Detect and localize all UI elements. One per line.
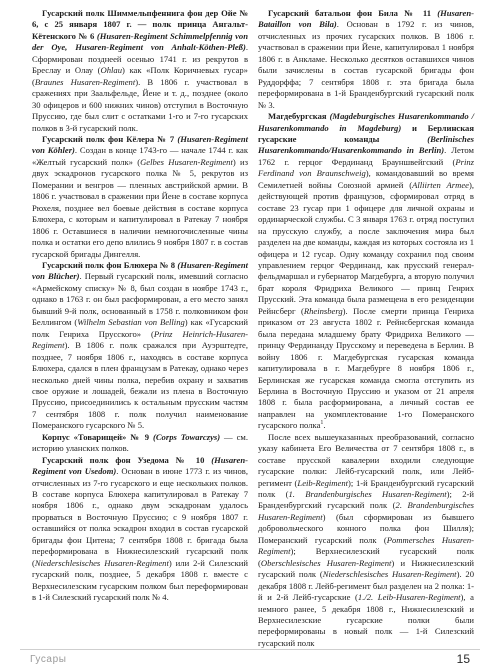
text-run: ), действующей против французов, сформировал отряд в составе 23 гусар при 1 офицере для личной охраны и ординарческой службы. С 3 января 1763 г. отряд поступил на прусскую службу, а после заключения мира был разделен на две команды, каждая из которых состояла из 1 офицера и 12 гусар. Одну команду сохранил под своим управлением герцог Фердинанд, как прусский генерал-фельдмаршал и губернатор Магдебурга, а вторую получил брат короля Фридриха Великого — принц Генрих Прусский. Эта команда была размещена в его резиденции Рейнсберг ( xyxy=(258,179,474,316)
text-run: 1. Brandenburgisches Husaren-Regiment xyxy=(288,489,447,500)
heading-run: Гусарский полк фон Узедома № 10 xyxy=(42,454,212,465)
text-run: Gelbes Husaren-Regiment xyxy=(140,156,233,167)
text-run: ) (был сформирован из бывшего добровольческого конного полка фон Шилля); Померанский гусарский полк ( xyxy=(258,511,474,545)
heading-run: Гусарский полк фон Кёлера № 7 xyxy=(42,133,178,144)
heading-run: Берлинская гусарские команды xyxy=(258,122,474,144)
text-run: ). 20 декабря 1808 г. Лейб-регимент был разделен на 2 полка: 1-й и 2-й Лейб-гусарские ( xyxy=(258,569,474,603)
text-run: . Основан в июне 1773 г. из чинов, отчисленных из 7-го гусарского и еще нескольких полков. В составе корпуса Блюхера капитулировал в Ратекау 7 ноября 1806 г., однако двум эскадронам удалось прорваться в Восточную Пруссию; с 9 ноября 1807 г. оставшийся от полка эскадрон входил в состав гусарской бригады фон Цитена; 7 сентября 1808 г. бригада была переформирована в Нижнесилезский гусарский полк ( xyxy=(32,466,249,568)
text-run: — см. историю уланских полков. xyxy=(32,431,248,454)
heading-run: Гусарский полк фон Блюхера № 8 xyxy=(42,259,178,270)
heading-run: (Husaren-Bataillon von Bila) xyxy=(258,8,474,30)
text-run: Ohlau xyxy=(100,65,122,76)
text-run: Prinz Ferdinand von Braunschweig xyxy=(258,156,474,179)
paragraph xyxy=(32,134,248,260)
text-run: Leib-Regiment xyxy=(297,477,349,488)
text-run: ). В 1806 г. полк сражался при Ауэрштедте, позднее, 7 ноября 1806 г., находясь в составе корпуса Блюхера, сдался в плен французам в Ратекау, однако через несколько дней чины полка, перебив охрану и захватив свое оружие и лошадей, бежали из плена в Восточную Пруссию, присоединились к остальным прусским частям 7 сентября 1808 г. полк получил наименование Померанского гусарского № 5. xyxy=(32,340,248,431)
paragraph xyxy=(258,432,474,650)
footer-divider xyxy=(20,649,480,650)
text-run: Rheinsberg xyxy=(303,305,343,316)
paragraph xyxy=(32,455,248,604)
text-run: ) и Нижнесилезский гусарский полк ( xyxy=(258,557,474,580)
running-footer-title: Гусары xyxy=(30,654,67,665)
text-run: . Основан в 1792 г. из чинов, отчисленных из прочих гусарских полков. В 1806 г. участвовал в сражении при Йене, капитулировал 1 ноября 1806 г. в Анкламе. Несколько десятков оставшихся чинов были зачислены в состав гусарской бригады фон Руддорффа; 7 сентября 1808 г. эта бригада была переформирована в 1-й Бранденбургский гусарский полк № 3. xyxy=(258,19,475,110)
paragraph xyxy=(258,111,474,432)
text-run: ) как «Полк Коричневых гусар» ( xyxy=(32,65,248,87)
text-run: 2. Brandenburgisches Husaren-Regiment xyxy=(258,500,475,522)
text-run: Oberschlesisches Husaren-Regiment xyxy=(260,557,392,568)
heading-run: (Husaren-Regiment Schimmelpfennig von der Oye, Husaren-Regiment von Anhalt-Köthen-Pleß) xyxy=(32,30,248,53)
text-run: ) из двух эскадронов гусарского полка № 5, рекрутов из Померании и венгров — пленных австрийской армии. В 1806 г. участвовал в сражении при Йене в составе корпуса Рюхеля, позднее вел боевые действия в составе корпуса Блюхера, с которым и капитулировал в Ратекау 7 ноября 1806 г. Оставшиеся в наличии немногочисленные чины полка и остатки его депо влились 9 ноября 1807 г. в состав гусарской бригады Дингелля. xyxy=(32,156,248,259)
heading-run: Магдебургская xyxy=(268,111,330,122)
text-run: Braunes Husaren-Regiment xyxy=(34,76,136,87)
left-text-column xyxy=(32,8,248,604)
text-run: 1./2. Leib-Husaren-Regiment xyxy=(357,592,461,603)
heading-run: (Husaren-Regiment von Köhler) xyxy=(32,133,248,156)
page-number: 15 xyxy=(456,652,470,666)
heading-run: Гусарский батальон фон Била № 11 xyxy=(268,8,438,18)
heading-run: (Husaren-Regiment von Blücher) xyxy=(32,259,248,282)
text-run: ). После смерти принца Генриха приказом от 23 августа 1802 г. Рейнсбергская команда была передана младшему брату Фридриха Великого — принцу Фердинанду Прусскому и переведена в Берлин. В войну 1806 г. Магдебургская гусарская команда капитулировала в г. Магдебурге 8 ноября 1806 г., Берлинская же гусарская команда смогла отступить из Берлина в Восточную Пруссию и указом от 21 апреля 1808 г. была расформирована, а личный состав ее направлен на укомплектование 1-го Померанского гусарского полка xyxy=(258,305,474,431)
text-run: . Сформирован позднеей осенью 1741 г. из рекрутов в Бреслау и Олау ( xyxy=(32,42,248,76)
text-run: ). В 1806 г. участвовал в сражениях при Заальфельде, Йене и т. д., позднее (около 30 офицеров и 600 нижних чинов) отступил в Восточную Пруссию, где был слит с остатками 1-го и 7-го гусарских полков в 3-й гусарский полк. xyxy=(32,76,249,133)
text-run: . Первый гусарский полк, имевший согласно «Армейскому списку» № 8, был создан в ноябре 1743 г., однако в 1763 г. он был расформирован, а его место занял бывший 9-й полк, основанный в 1758 г. полковником фон Беллингом ( xyxy=(32,271,248,328)
heading-run: Гусарский полк Шиммельпфеннига фон дер Ойе № 6, с 25 января 1807 г. — полк принца Ангальт-Кётенского № 6 xyxy=(32,8,248,41)
text-run: ), а немного ранее, 5 декабря 1808 г., Нижнесилезский и Верхнесилезские гусарские полки были переформированы в новый полк — 1-й Силезский гусарский полк xyxy=(258,592,474,648)
text-run: После всех вышеуказанных преобразований, согласно указу кабинета Его Величества от 7 сентября 1808 г., в составе прусской кавалерии входили следующие гусарские полки: Лейб-гусарский полк, или Лейб-регимент ( xyxy=(258,431,474,488)
heading-run: (Berlinisches Husarenkommando/Husarenkommando in Berlin) xyxy=(258,133,474,156)
heading-run: Корпус «Товарищей» № 9 xyxy=(42,431,153,442)
text-run: . Создан в конце 1743-го — начале 1744 г. как «Желтый гусарский полк» ( xyxy=(32,145,249,167)
text-run: . xyxy=(323,420,326,431)
text-run: ), командовавший во время Семилетней войны Союзной армией ( xyxy=(258,168,474,190)
text-run: ); Верхнесилезский гусарский полк ( xyxy=(258,546,474,568)
text-run: Prinz Heinrich-Husaren-Regiment xyxy=(32,328,248,351)
text-run: ) как «Гусарский полк Генриха Прусского» ( xyxy=(32,317,248,339)
heading-run: (Corps Towarczys) xyxy=(152,431,221,442)
text-run: . Летом 1762 г. герцог Фердинанд Брауншвейгский ( xyxy=(258,145,474,167)
footnote-marker: 1 xyxy=(320,420,324,427)
paragraph xyxy=(32,8,248,134)
right-text-column xyxy=(258,8,474,649)
text-run: Niederschlesisches Husaren-Regiment xyxy=(322,569,457,580)
paragraph xyxy=(258,8,474,111)
heading-run: (Magdeburgisches Husarenkommando / Husarenkommando in Magdeburg) xyxy=(258,111,474,133)
text-run: Wilhelm Sebastian von Belling xyxy=(77,317,185,328)
text-run: ); 2-й Бранденбургский гусарский полк ( xyxy=(258,489,474,511)
text-run: Alliirten Armee xyxy=(412,179,469,190)
text-run: Niederschlesisches Husaren-Regiment xyxy=(34,557,169,568)
text-run: ) или 2-й Силезский гусарский полк, позднее, 5 декабря 1808 г. вместе с Верхнесилезским гусарским полком был переформирован в 1-й Силезский гусарский полк № 4. xyxy=(32,557,248,603)
paragraph xyxy=(32,432,248,455)
heading-run: (Husaren-Regiment von Usedom) xyxy=(32,454,248,477)
text-run: Pommersches Husaren-Regiment xyxy=(258,534,474,557)
paragraph xyxy=(32,260,248,432)
heading-run: и xyxy=(401,122,428,133)
text-run: ); 1-й Бранденбургский гусарский полк ( xyxy=(258,477,474,500)
